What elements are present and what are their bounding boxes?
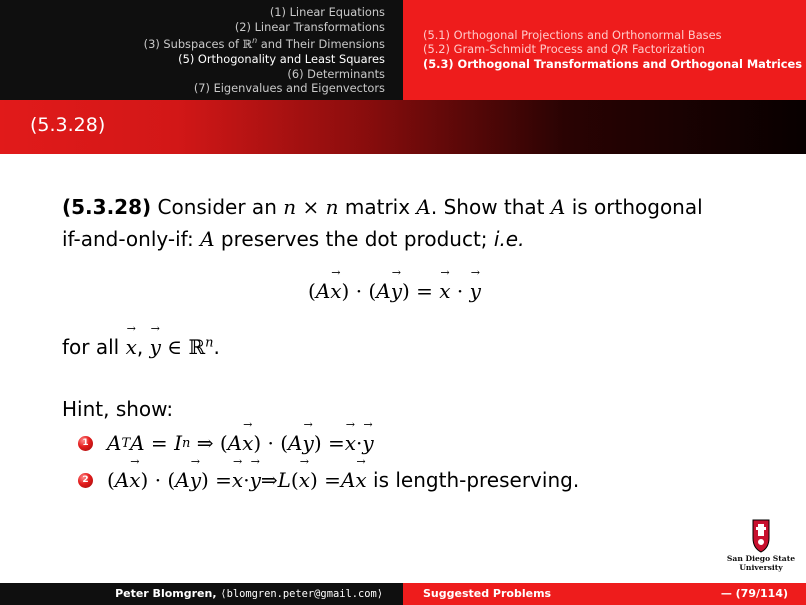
problem-statement-line2: if-and-only-if: A preserves the dot product; i.e. <box>62 227 525 251</box>
enum-bullet: 1 <box>78 436 93 451</box>
hint-label: Hint, show: <box>62 397 174 421</box>
subsection-link-current[interactable]: (5.3) Orthogonal Transformations and Orthogonal Matrices <box>423 56 803 71</box>
header <box>0 0 806 100</box>
problem-statement-line1: (5.3.28) Consider an n × n matrix A. Show that A is orthogonal <box>62 195 703 219</box>
university-name: San Diego State University <box>726 554 796 572</box>
footer-author: Peter Blomgren, ⟨blomgren.peter@gmail.com⟩ <box>115 587 383 600</box>
university-logo <box>720 518 802 572</box>
enum-bullet: 2 <box>78 473 93 488</box>
footer-page-number: — (79/114) <box>720 587 788 600</box>
hint-item-1: 1 A T A = I n ⇒ ( A x → ) · ( A y → ) = x → · y → <box>78 431 374 455</box>
problem-number: (5.3.28) <box>62 195 152 219</box>
section-list <box>144 5 385 96</box>
slide-title-bar <box>0 100 806 154</box>
slide-title: (5.3.28) <box>30 114 106 136</box>
hint-item-2: 2 ( A x → ) · ( A y → ) = x → · y → ⇒ L ( x → ) = A x → is length-preserving. <box>78 468 579 492</box>
subsection-link[interactable]: (5.1) Orthogonal Projections and Orthonormal Bases <box>423 28 722 42</box>
footer <box>0 583 806 605</box>
section-link[interactable]: (7) Eigenvalues and Eigenvectors <box>193 81 385 96</box>
section-link[interactable]: (2) Linear Transformations <box>234 19 385 34</box>
footer-email: ⟨blomgren.peter@gmail.com⟩ <box>220 588 383 600</box>
section-link-current[interactable]: (5) Orthogonality and Least Squares <box>178 51 385 66</box>
section-link[interactable]: (1) Linear Equations <box>269 5 385 19</box>
footer-section[interactable]: Suggested Problems <box>423 587 552 600</box>
section-nav <box>0 0 403 100</box>
subsection-list <box>423 28 802 71</box>
subsection-nav <box>403 0 806 100</box>
section-link[interactable]: (6) Determinants <box>287 66 385 81</box>
forall-line: for all x →, y → ∈ ℝ$^n$. <box>62 335 220 359</box>
section-link[interactable]: (3) Subspaces of ℝ$^n$ and Their Dimensions <box>143 36 385 52</box>
sdsu-shield-icon <box>720 518 802 554</box>
subsection-link[interactable]: (5.2) Gram-Schmidt Process and QR Factorization <box>423 42 705 57</box>
display-equation: (Ax →) · (Ay →) = x → · y → <box>308 279 481 303</box>
